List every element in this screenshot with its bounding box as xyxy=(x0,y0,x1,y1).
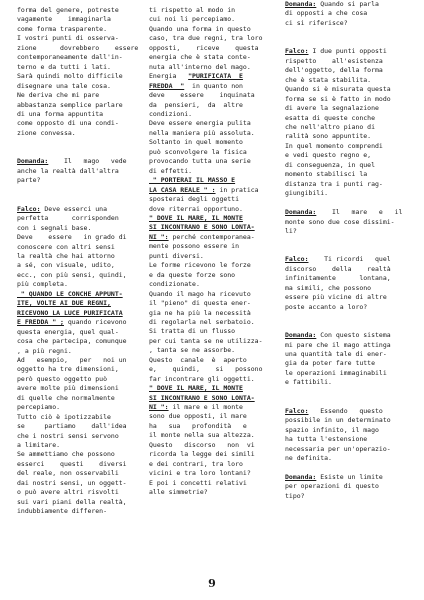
text-line xyxy=(149,223,271,232)
text-line: Le forme ricevono le forze xyxy=(149,261,251,270)
text-line: se partiamo dall'idea xyxy=(17,422,127,431)
text-line: tipo? xyxy=(285,491,305,500)
text-line: LA CASA REALE " : in pratica xyxy=(149,185,259,194)
page-number: 9 xyxy=(208,577,216,590)
quoted-verse: SI INCONTRANO E SONO LONTA- xyxy=(149,393,255,402)
text-line: ricorda la legge dei simili xyxy=(149,450,255,459)
paragraph-gap xyxy=(285,312,411,331)
text-line: con i segnali base. xyxy=(17,223,92,232)
text-line: come opposto di una condi- xyxy=(17,119,119,128)
text-line: , tanta se ne assorbe. xyxy=(149,346,236,355)
text-line: Questo discorso non vi xyxy=(149,440,255,449)
quoted-verse: " DOVE IL MARE, IL MONTE xyxy=(149,213,243,222)
text-line: forma del genere, potreste xyxy=(17,6,119,14)
text-line: indubbiamente differen- xyxy=(17,507,108,516)
text-line: rispetto all'esistenza xyxy=(285,56,383,65)
text-line: una quantità tale di ener- xyxy=(285,350,387,359)
text-line: che nell'altro piano di xyxy=(285,122,376,131)
speaker-label: Falco: xyxy=(285,406,309,415)
quoted-verse: NI ": xyxy=(149,403,169,412)
text-line: anche la realtà dall'altra xyxy=(17,166,119,175)
text-line: nuta all'interno del mago. xyxy=(149,62,251,71)
paragraph-gap xyxy=(285,199,411,208)
text-line: alle simmetrie? xyxy=(149,488,208,497)
text-line xyxy=(149,176,271,185)
quoted-verse: " DOVE IL MARE, IL MONTE xyxy=(149,384,243,393)
text-line: e dei contrari, tra loro xyxy=(149,459,243,468)
text-line: infinitamente lontana, xyxy=(285,274,391,283)
text-line: Si tratta di un flusso xyxy=(149,327,236,336)
text-line: condizioni. xyxy=(149,109,193,118)
text-line: conoscere con altri sensi xyxy=(17,242,115,251)
text-line: esserci questi diversi xyxy=(17,459,127,468)
text-line xyxy=(149,384,271,393)
text-line: zione convessa. xyxy=(17,128,76,137)
column-left xyxy=(17,6,139,517)
text-line: Falco: Essendo questo xyxy=(285,406,383,415)
text-line: abbastanza semplice parlare xyxy=(17,100,123,109)
text-line: Ad esempio, per noi un xyxy=(17,355,127,364)
text-line: di regolarla nel serbatoio. xyxy=(149,317,255,326)
text-line: Domanda: Con questo sistema xyxy=(285,331,391,340)
text-line: NI ": perché contemporanea- xyxy=(149,232,255,241)
text-line: di opposti a che cosa xyxy=(285,9,368,18)
text-line: energia che è stata conte- xyxy=(149,53,251,62)
text-line: Falco: I due punti opposti xyxy=(285,47,387,56)
text-line: il monte nella sua altezza. xyxy=(149,431,255,440)
text-line: mi pare che il mago attinga xyxy=(285,340,391,349)
text-line: Falco: Ti ricordi quel xyxy=(285,255,391,264)
text-line: dell'oggetto, della forma xyxy=(285,66,383,75)
text-line: monte sono due cose dissimi- xyxy=(285,217,395,226)
text-line: Sarà quindi molto difficile xyxy=(17,72,123,81)
text-line: cosa che partecipa, comunque xyxy=(17,337,127,346)
quoted-verse: "PURIFICATA E xyxy=(188,72,243,81)
speaker-label: Domanda: xyxy=(285,331,317,340)
text-line xyxy=(149,394,271,403)
text-line: o può avere altri risvolti xyxy=(17,488,119,497)
text-line: deve essere inquinata xyxy=(149,91,255,100)
text-line xyxy=(17,290,129,299)
text-line: e vedi questo regno e, xyxy=(285,151,372,160)
text-line: gia ne ha più la necessità xyxy=(149,308,251,317)
text-line: di avere la segnalazione xyxy=(285,104,379,113)
text-line: Se ammettiamo che possono xyxy=(17,450,115,459)
text-line: li? xyxy=(285,226,297,235)
text-line: parte? xyxy=(17,176,41,185)
quoted-verse: E FREDDA " ; xyxy=(17,318,64,327)
speaker-label: Falco: xyxy=(17,204,41,213)
paragraph-gap xyxy=(285,28,411,47)
text-line: disegnare una tale cosa. xyxy=(17,81,111,90)
text-line: da pensieri, da altre xyxy=(149,100,243,109)
text-line: a limitare. xyxy=(17,441,61,450)
text-line: Quando si è misurata questa xyxy=(285,85,391,94)
text-line: FREDDA " in quanto non xyxy=(149,81,243,90)
text-line: forma se si è fatto in modo xyxy=(285,94,391,103)
text-line: terno e da tutti i lati. xyxy=(17,62,111,71)
speaker-label: Falco: xyxy=(285,255,309,264)
text-line: perfetta corrisponden xyxy=(17,214,119,223)
text-line: NI ": il mare e il monte xyxy=(149,403,243,412)
quoted-verse: NI ": xyxy=(149,232,169,241)
text-line: caso, tra due regni, tra loro xyxy=(149,34,263,43)
text-line: oggetto ha tre dimensioni, xyxy=(17,365,119,374)
speaker-label: Domanda: xyxy=(17,157,49,166)
paragraph-gap xyxy=(285,464,411,473)
speaker-label: Domanda: xyxy=(285,208,317,217)
text-line: discorso della realtà xyxy=(285,264,391,273)
text-line: Quando il mago ha ricevuto xyxy=(149,289,251,298)
text-line: far incontrare gli oggetti. xyxy=(149,374,255,383)
text-line: vagamente immaginarla xyxy=(17,15,111,24)
quoted-verse: " QUANDO LE CONCHE APPUNT- xyxy=(17,289,123,298)
text-line: In quel momento comprendi xyxy=(285,141,383,150)
quoted-verse: ITE, VOLTE AI DUE REGNI, xyxy=(17,299,111,308)
speaker-label: Falco: xyxy=(285,47,309,56)
text-line: esatta di queste conche xyxy=(285,113,376,122)
text-line: percepiamo. xyxy=(17,403,61,412)
text-line: più completa. xyxy=(17,280,68,289)
text-line: che è stata stabilita. xyxy=(285,75,372,84)
text-line: vicini e tra loro lontani? xyxy=(149,469,251,478)
text-line: ne definita. xyxy=(285,454,332,463)
text-line: spazio infinito, il mago xyxy=(285,425,379,434)
text-line: e fattibili. xyxy=(285,378,332,387)
text-line: che i nostri sensi servono xyxy=(17,431,119,440)
text-line: necessaria per un'operazio- xyxy=(285,444,391,453)
text-line: I vostri punti di osserva- xyxy=(17,34,119,43)
text-line: Tutto ciò è ipotizzabile xyxy=(17,412,111,421)
text-line: dove riterrai opportuno. xyxy=(149,204,243,213)
text-line: ma simili, che possono xyxy=(285,283,372,292)
text-line xyxy=(17,299,129,308)
text-line: cui noi li percepiamo. xyxy=(149,15,236,24)
column-middle xyxy=(149,6,271,498)
paragraph-gap xyxy=(17,138,129,157)
text-line: e da queste forze sono xyxy=(149,270,236,279)
text-line: Domanda: Il mare e il xyxy=(285,208,403,217)
text-line: E poi i concetti relativi xyxy=(149,478,247,487)
text-line: di una forma appuntita xyxy=(17,109,104,118)
text-line: sono due opposti, il mare xyxy=(149,412,247,421)
text-line: il "pieno" di questa ener- xyxy=(149,299,251,308)
text-line: può sconvolgere la fisica xyxy=(149,147,247,156)
quoted-verse: LA CASA REALE " : xyxy=(149,185,216,194)
speaker-label: Domanda: xyxy=(285,473,317,481)
quoted-verse: SI INCONTRANO E SONO LONTA- xyxy=(149,223,255,232)
text-line: giungibili. xyxy=(285,189,329,198)
quoted-verse: " PORTERAI IL MASSO E xyxy=(149,176,236,185)
text-line: ha tutta l'estensione xyxy=(285,435,368,444)
text-line: questa energia, quel qual- xyxy=(17,327,119,336)
text-line: e, quindi, si possono xyxy=(149,365,263,374)
column-right xyxy=(285,0,411,501)
text-line: per cui tanta se ne utilizza- xyxy=(149,336,263,345)
text-line: Questo canale è aperto xyxy=(149,355,247,364)
text-line xyxy=(17,309,129,318)
speaker-label: Domanda: xyxy=(285,0,317,8)
text-line: ci si riferisce? xyxy=(285,18,348,27)
text-line: distanza tra i punti rag- xyxy=(285,179,383,188)
text-line: come forma trasparente. xyxy=(17,24,108,33)
text-line: Falco: Deve esserci una xyxy=(17,204,108,213)
text-line: essere più vicine di altre xyxy=(285,293,387,302)
text-line: Deve essere in grado di xyxy=(17,233,127,242)
paragraph-gap xyxy=(285,236,411,255)
text-line: ha sua profondità e xyxy=(149,421,247,430)
text-line: momento stabilisci la xyxy=(285,170,368,179)
text-line: gia da poter fare tutte xyxy=(285,359,376,368)
text-line: però questo oggetto può xyxy=(17,374,108,383)
quoted-verse: FREDDA " xyxy=(149,81,185,90)
text-line: Energia "PURIFICATA E xyxy=(149,72,243,81)
text-line: mente possono essere in xyxy=(149,242,240,251)
paragraph-gap xyxy=(17,186,129,205)
text-line: nella maniera più assoluta. xyxy=(149,128,255,137)
text-line: zione dovrebbero essere xyxy=(17,43,139,52)
text-line: Ne deriva che mi pare xyxy=(17,91,100,100)
text-line: possibile in un determinato xyxy=(285,416,391,425)
text-line: dai nostri sensi, un oggett- xyxy=(17,478,127,487)
text-line: le operazioni immaginabili xyxy=(285,368,387,377)
text-line: sui vari piani della realtà, xyxy=(17,497,127,506)
text-line: di conseguenza, in quel xyxy=(285,160,376,169)
text-line: opposti, riceve questa xyxy=(149,43,259,52)
text-line: Domanda: Quando si parla xyxy=(285,0,379,8)
text-line: la realtà che hai attorno xyxy=(17,251,115,260)
text-line: di effetti. xyxy=(149,166,193,175)
text-line: ralità sono appuntite. xyxy=(285,132,372,141)
text-line: punti diversi. xyxy=(149,251,204,260)
text-line: poste accanto a loro? xyxy=(285,302,368,311)
text-line: avere molte più dimensioni xyxy=(17,384,119,393)
text-line: sposterai degli oggetti xyxy=(149,195,240,204)
text-line: E FREDDA " ; quando ricevono xyxy=(17,318,127,327)
quoted-verse: RICEVONO LA LUCE PURIFICATA xyxy=(17,308,123,317)
text-line: del reale, non osservabili xyxy=(17,469,119,478)
text-line: Soltanto in quel momento xyxy=(149,138,243,147)
text-line: provocando tutta una serie xyxy=(149,157,251,166)
paragraph-gap xyxy=(285,388,411,407)
text-line: ecc., con più sensi, quindi, xyxy=(17,270,127,279)
text-line: Domanda: Il mago vede xyxy=(17,157,127,166)
text-line: contemporaneamente dall'in- xyxy=(17,53,123,62)
text-line: , a più regni. xyxy=(17,346,72,355)
text-line: di quelle che normalmente xyxy=(17,393,115,402)
text-line: a sé, con visuale, udito, xyxy=(17,261,115,270)
text-line xyxy=(149,214,271,223)
text-line: Quando una forma in questo xyxy=(149,24,251,33)
text-line: Deve essere energia pulita xyxy=(149,119,251,128)
text-line: per operazioni di questo xyxy=(285,482,379,491)
text-line: condizionate. xyxy=(149,280,200,289)
text-line: Domanda: Esiste un limite xyxy=(285,473,383,481)
text-line: ti rispetto al modo in xyxy=(149,6,236,14)
